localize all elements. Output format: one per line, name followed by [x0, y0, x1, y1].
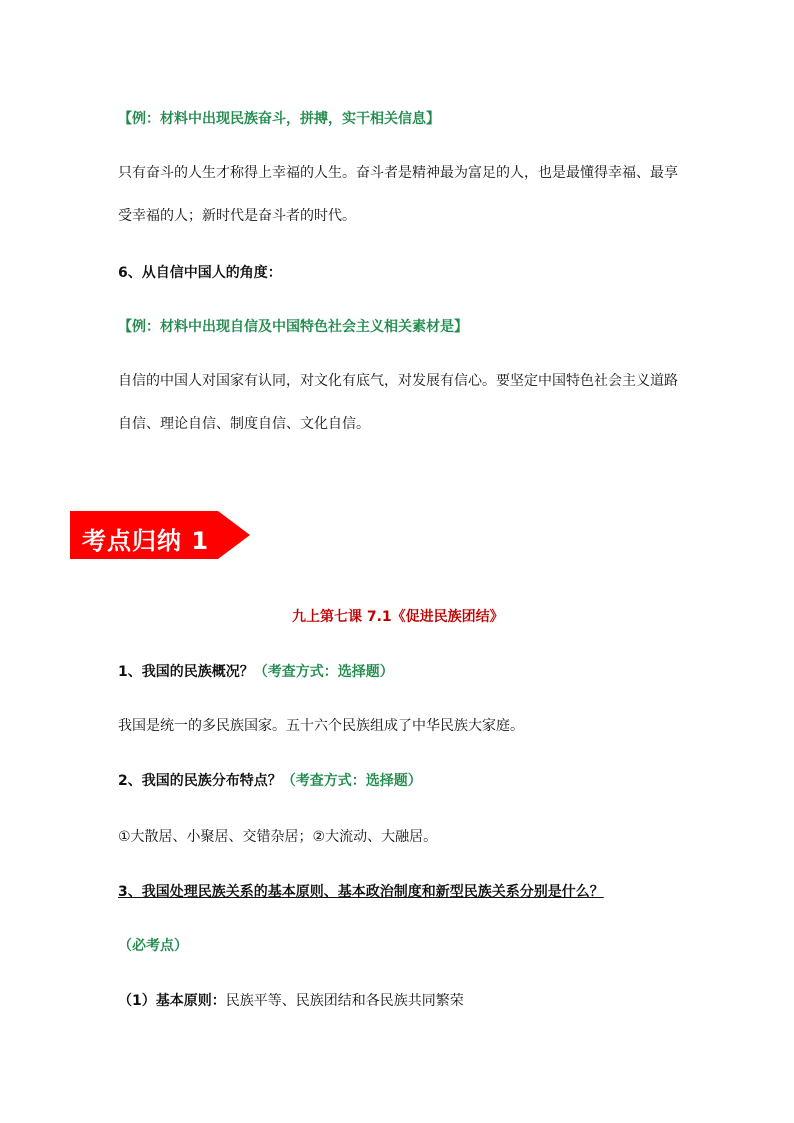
question-1 — [118, 661, 394, 681]
paragraph-line: 受幸福的人；新时代是奋斗者的时代。 — [118, 208, 356, 224]
question-3-point-1-text: 民族平等、民族团结和各民族共同繁荣 — [225, 993, 464, 1009]
key-points-banner — [70, 509, 252, 561]
question-2 — [118, 770, 422, 790]
example-header-struggle: 【例：材料中出现民族奋斗，拼搏，实干相关信息】 — [118, 111, 440, 127]
question-3-title: 3、我国处理民族关系的基本原则、基本政治制度和新型民族关系分别是什么？ — [118, 884, 604, 900]
question-3-point-1 — [118, 990, 464, 1010]
question-1-title: 1、我国的民族概况？ — [118, 664, 254, 680]
question-2-title: 2、我国的民族分布特点？ — [118, 773, 282, 789]
question-3-tag: （必考点） — [118, 938, 188, 954]
lesson-title: 九上第七课 7.1《促进民族团结》 — [292, 609, 504, 625]
point-6-title: 6、从自信中国人的角度： — [118, 265, 282, 281]
question-2-tag: （考查方式：选择题） — [281, 773, 422, 789]
paragraph-line: 自信、理论自信、制度自信、文化自信。 — [118, 416, 370, 432]
paragraph-line: 只有奋斗的人生才称得上幸福的人生。奋斗者是精神最为富足的人，也是最懂得幸福、最享 — [118, 165, 678, 181]
paragraph-line: 自信的中国人对国家有认同，对文化有底气，对发展有信心。要坚定中国特色社会主义道路 — [118, 373, 678, 389]
question-1-tag: （考查方式：选择题） — [253, 664, 394, 680]
example-header-confidence: 【例：材料中出现自信及中国特色社会主义相关素材是】 — [118, 319, 468, 335]
question-3-point-1-label: （1）基本原则： — [118, 993, 226, 1009]
question-1-answer: 我国是统一的多民族国家。五十六个民族组成了中华民族大家庭。 — [118, 718, 524, 734]
question-2-answer: ①大散居、小聚居、交错杂居；②大流动、大融居。 — [118, 829, 438, 845]
banner-label: 考点归纳 1 — [82, 527, 210, 555]
